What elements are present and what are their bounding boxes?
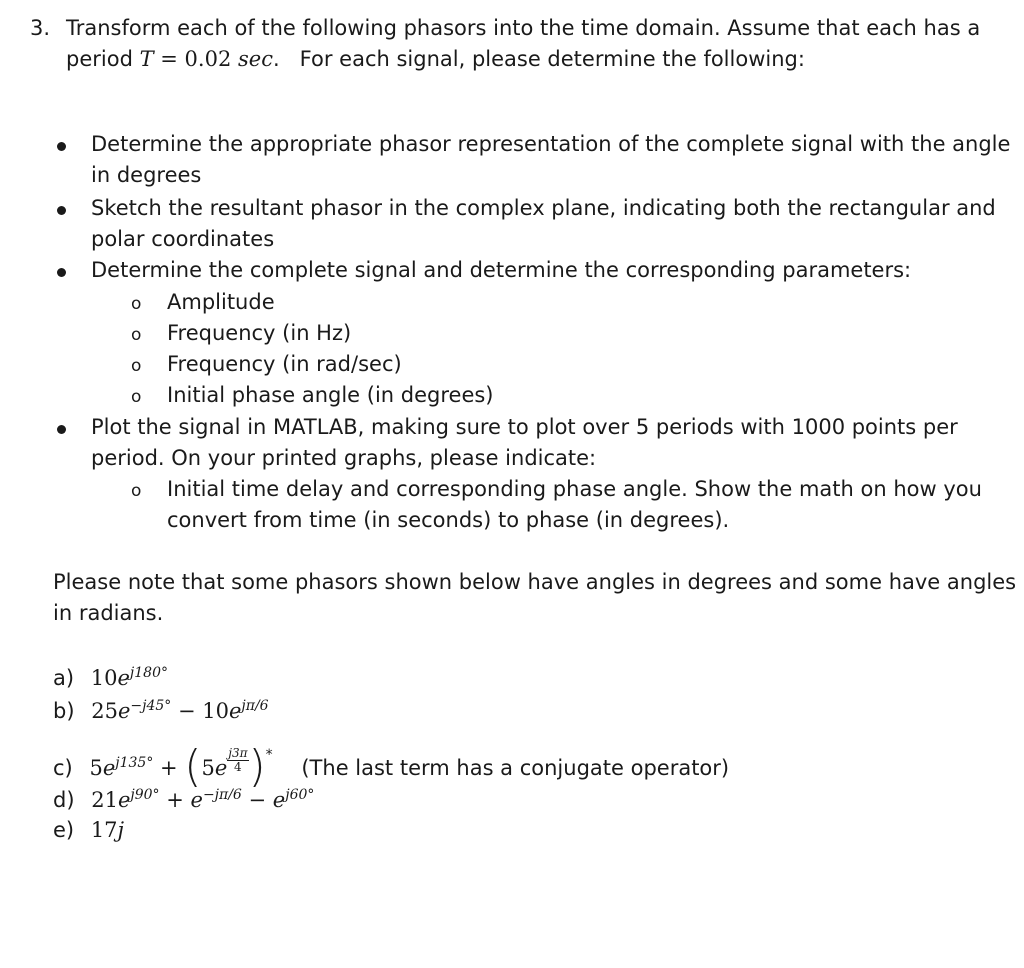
bullet-3-line-1: Determine the complete signal and determine the corresponding parameters: [91, 258, 912, 282]
question-line-1: Transform each of the following phasors into the time domain. Assume that each has a [66, 16, 981, 40]
part-b-exp-base-2: e [228, 699, 242, 723]
part-d-minus: − [241, 788, 273, 812]
part-c-fraction-numerator: j3π [228, 745, 248, 760]
sub-bullet-amplitude: Amplitude [167, 290, 275, 314]
part-e-label: e) [53, 818, 75, 842]
part-c-fraction-exponent [227, 747, 248, 774]
part-d-exponent-3: j60° [285, 787, 315, 803]
part-d-exp-base-1: e [117, 788, 131, 812]
sub-bullet-circle: o [131, 294, 142, 314]
bullet-2-line-2: polar coordinates [91, 227, 275, 251]
sub-bullet-frequency-rad: Frequency (in rad/sec) [167, 352, 402, 376]
part-c-note: (The last term has a conjugate operator) [301, 756, 730, 780]
period-prefix: period [66, 47, 133, 71]
question-line-2 [66, 47, 805, 71]
part-b-exponent-1: −j45° [130, 698, 172, 714]
part-c [53, 735, 730, 792]
part-c-left-paren: ( [184, 741, 202, 792]
period-variable: T [139, 47, 154, 71]
part-d-exponent-2: −jπ/6 [202, 787, 242, 803]
part-d-exp-base-3: e [272, 788, 286, 812]
part-d-exp-base-2: e [190, 788, 203, 812]
bullet-dot-2 [57, 206, 66, 215]
bullet-dot-1 [57, 142, 66, 151]
question-number: 3. [30, 16, 51, 40]
part-a-coefficient: 10 [90, 666, 118, 690]
bullet-2-line-1: Sketch the resultant phasor in the complex plane, indicating both the rectangular and [91, 196, 996, 220]
part-c-coefficient-1: 5 [89, 756, 103, 780]
part-c-plus: + [153, 756, 185, 780]
part-c-label: c) [53, 756, 73, 780]
part-b-exp-base-1: e [117, 699, 131, 723]
sub-bullet-circle: o [131, 481, 142, 501]
part-c-coefficient-2: 5 [201, 756, 215, 780]
part-b-label: b) [53, 699, 75, 723]
part-a [53, 666, 168, 690]
part-e [53, 818, 124, 842]
bullet-4-line-2: period. On your printed graphs, please indicate: [91, 446, 597, 470]
part-b [53, 699, 269, 723]
part-c-exponent-1: j135° [115, 755, 154, 771]
part-b-coefficient-2: 10 [202, 699, 229, 723]
sub-bullet-time-delay-line-1: Initial time delay and corresponding phase angle. Show the math on how you [167, 477, 982, 501]
note-line-2: in radians. [53, 601, 164, 625]
part-c-exp-base-1: e [102, 756, 116, 780]
part-d-exponent-1: j90° [130, 787, 160, 803]
bullet-4-line-1: Plot the signal in MATLAB, making sure to plot over 5 periods with 1000 points per [91, 415, 958, 439]
bullet-1-line-2: in degrees [91, 163, 202, 187]
sub-bullet-phase-angle: Initial phase angle (in degrees) [167, 383, 494, 407]
part-d-plus: + [159, 788, 191, 812]
period-unit: sec [238, 47, 273, 71]
bullet-dot-4 [57, 425, 66, 434]
part-e-imaginary-unit: j [117, 818, 125, 842]
sub-bullet-circle: o [131, 387, 142, 407]
part-a-exp-base: e [117, 666, 130, 690]
part-d [53, 788, 314, 812]
bullet-dot-3 [57, 268, 66, 277]
sub-bullet-circle: o [131, 325, 142, 345]
part-a-exponent: j180° [129, 665, 168, 681]
sub-bullet-time-delay-line-2: convert from time (in seconds) to phase (in degrees). [167, 508, 730, 532]
part-b-coefficient-1: 25 [91, 699, 118, 723]
period-equals: = 0.02 [153, 47, 238, 71]
part-d-label: d) [53, 788, 75, 812]
part-a-label: a) [53, 666, 75, 690]
sub-bullet-frequency-hz: Frequency (in Hz) [167, 321, 352, 345]
part-e-value: 17 [90, 818, 118, 842]
sub-bullet-circle: o [131, 356, 142, 376]
part-c-exp-base-2: e [214, 756, 228, 780]
part-d-coefficient-1: 21 [91, 788, 118, 812]
part-b-minus: − [171, 699, 203, 723]
part-c-right-paren: ) [248, 741, 266, 792]
part-c-conjugate-star: * [265, 747, 273, 763]
part-b-exponent-2: jπ/6 [241, 698, 269, 714]
part-c-fraction-denominator: 4 [234, 759, 242, 774]
note-line-1: Please note that some phasors shown below have angles in degrees and some have angles [53, 570, 1017, 594]
period-suffix: . For each signal, please determine the following: [272, 47, 805, 71]
bullet-1-line-1: Determine the appropriate phasor representation of the complete signal with the angle [91, 132, 1011, 156]
